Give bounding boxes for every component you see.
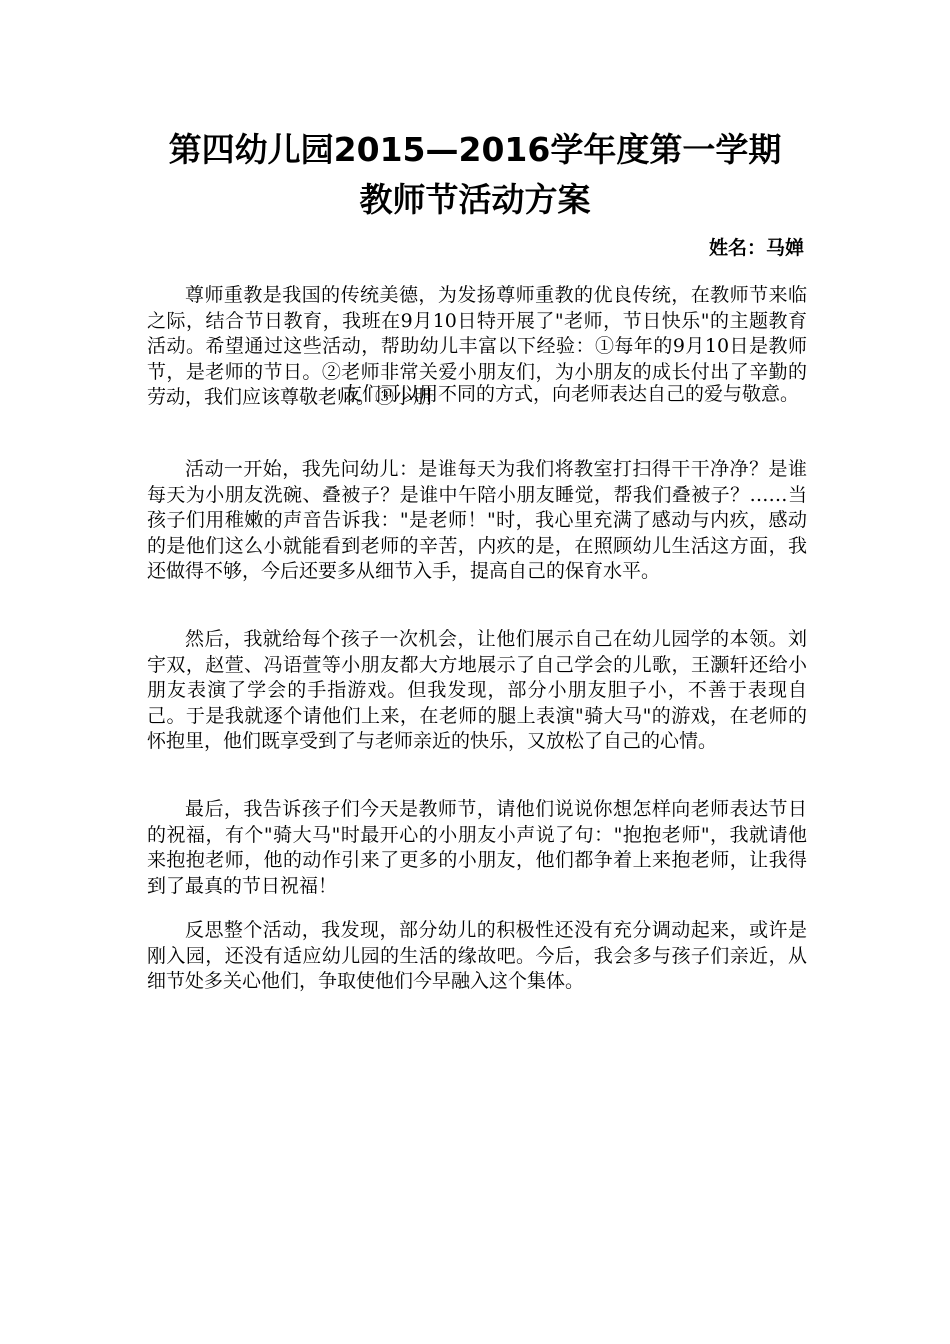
document-title-line1: 第四幼儿园2015—2016学年度第一学期 [168, 130, 782, 169]
paragraph-showcase: 然后，我就给每个孩子一次机会，让他们展示自己在幼儿园学的本领。刘宇双，赵萱、冯语萱等小朋友都大方地展示了自己学会的儿歌，王灏轩还给小朋友表演了学会的手指游戏。但我发现，部分小朋友胆子小，不善于表现自己。于是我就逐个请他们上来，在老师的腿上表演"骑大马"的游戏，在老师的怀抱里，他们既享受到了与老师亲近的快乐，又放松了自己的心情。 [147, 628, 807, 752]
document-title-line2: 教师节活动方案 [359, 180, 591, 219]
paragraph-reflection: 反思整个活动，我发现，部分幼儿的积极性还没有充分调动起来，或许是刚入园，还没有适应幼儿园的生活的缘故吧。今后，我会多与孩子们亲近，从细节处多关心他们，争取使他们今早融入这个集体。 [147, 919, 807, 992]
paragraph-intro-last-line: 友们可以用不同的方式，向老师表达自己的爱与敬意。 [342, 383, 799, 405]
author-name: 姓名：马婵 [708, 237, 804, 259]
paragraph-activity-start: 活动一开始，我先问幼儿：是谁每天为我们将教室打扫得干干净净？是谁每天为小朋友洗碗、叠被子？是谁中午陪小朋友睡觉，帮我们叠被子？……当孩子们用稚嫩的声音告诉我："是老师！"时，我心里充满了感动与内疚，感动的是他们这么小就能看到老师的辛苦，内疚的是，在照顾幼儿生活这方面，我还做得不够，今后还要多从细节入手，提高自己的保育水平。 [147, 458, 807, 582]
paragraph-blessing: 最后，我告诉孩子们今天是教师节，请他们说说你想怎样向老师表达节日的祝福，有个"骑大马"时最开心的小朋友小声说了句："抱抱老师"，我就请他来抱抱老师，他的动作引来了更多的小朋友，他们都争着上来抱老师，让我得到了最真的节日祝福！ [147, 798, 807, 897]
paragraph-intro: 尊师重教是我国的传统美德，为发扬尊师重教的优良传统，在教师节来临之际，结合节日教育，我班在9月10日特开展了"老师，节日快乐"的主题教育活动。希望通过这些活动，帮助幼儿丰富以下经验：①每年的9月10日是教师节，是老师的节日。②老师非常关爱小朋友们，为小朋友的成长付出了辛勤的劳动，我们应该尊敬老师。③小朋 [147, 284, 807, 408]
